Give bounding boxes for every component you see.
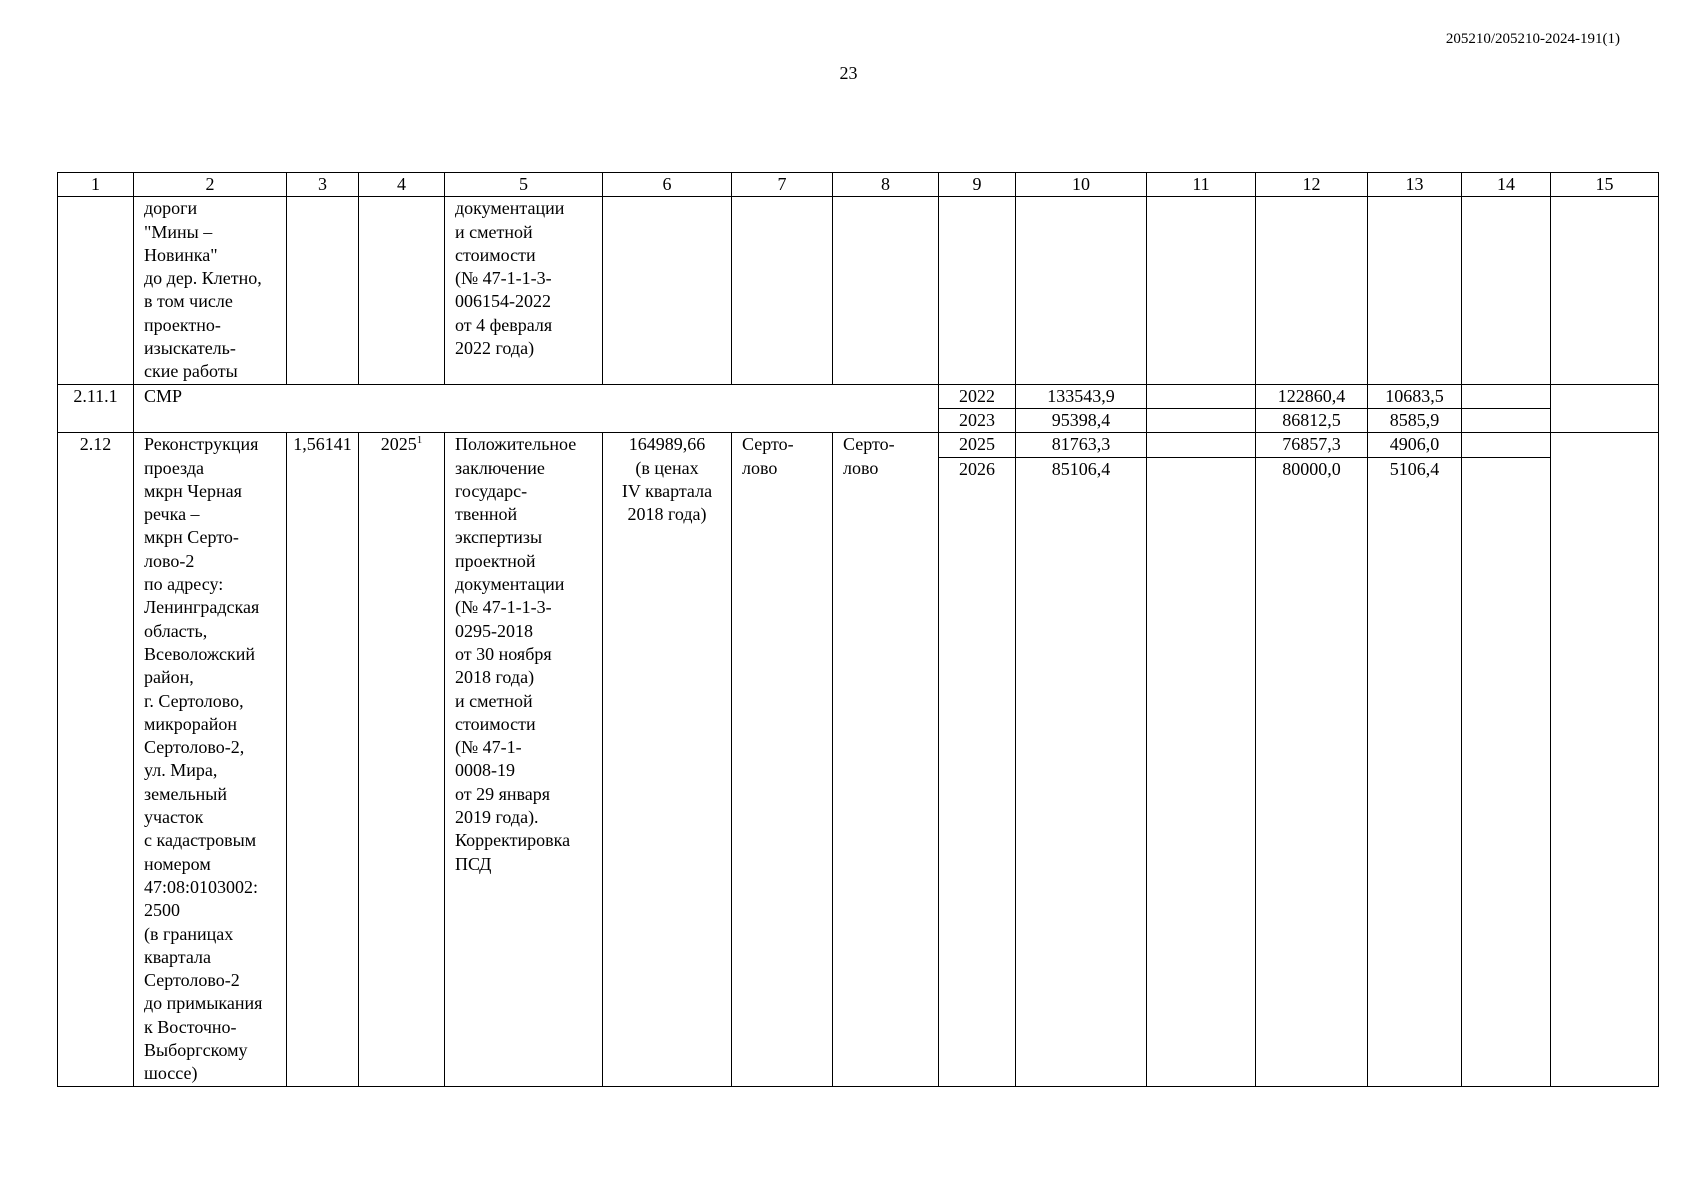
column-header: 9 xyxy=(939,173,1016,197)
table-cell xyxy=(1551,384,1659,433)
amount-cell: 10683,5 xyxy=(1368,384,1462,408)
year-cell: 2025 xyxy=(939,433,1016,457)
amount-cell: 76857,3 xyxy=(1256,433,1368,457)
amount-cell xyxy=(1147,384,1256,408)
year-cell: 2022 xyxy=(939,384,1016,408)
row-number-cell: 2.12 xyxy=(58,433,134,1086)
amount-cell xyxy=(1462,457,1551,1086)
amount-cell xyxy=(1147,408,1256,432)
total-cell: 85106,4 xyxy=(1016,457,1147,1086)
footnote-mark: 1 xyxy=(416,434,423,447)
amount-cell: 86812,5 xyxy=(1256,408,1368,432)
amount-cell: 4906,0 xyxy=(1368,433,1462,457)
column-header: 8 xyxy=(833,173,939,197)
table-row xyxy=(58,197,1659,384)
document-id: 205210/205210-2024-191(1) xyxy=(1445,31,1620,47)
column-header: 12 xyxy=(1256,173,1368,197)
commission-year: 2025 xyxy=(380,434,417,455)
estimated-cost-cell: 164989,66 (в ценах IV квартала 2018 года) xyxy=(603,433,732,1086)
amount-cell xyxy=(1462,384,1551,408)
table-cell xyxy=(1016,197,1147,384)
row-number-cell: 2.11.1 xyxy=(58,384,134,433)
year-cell: 2026 xyxy=(939,457,1016,1086)
total-cell: 81763,3 xyxy=(1016,433,1147,457)
column-header: 2 xyxy=(134,173,287,197)
page-number: 23 xyxy=(839,63,858,83)
column-header: 13 xyxy=(1368,173,1462,197)
amount-cell xyxy=(1462,408,1551,432)
table-cell xyxy=(939,197,1016,384)
table-cell xyxy=(1368,197,1462,384)
table-row xyxy=(58,433,1659,457)
subitem-name-cell: СМР xyxy=(134,384,939,433)
column-header: 5 xyxy=(445,173,603,197)
document-basis-cell: Положительное заключение государс- твенной экспертизы проектной документации (№ 47-1-1-3- 0295-2018 от 30 ноября 2018 года) и сметной стоимости (№ 47-1- 0008-19 от 29 января 2019 года). Корректировка ПСД xyxy=(445,433,603,1086)
capacity-cell: 1,56141 xyxy=(287,433,359,1086)
column-header: 15 xyxy=(1551,173,1659,197)
column-header: 3 xyxy=(287,173,359,197)
amount-cell xyxy=(1147,433,1256,457)
commission-year-cell xyxy=(359,433,445,1086)
column-header: 14 xyxy=(1462,173,1551,197)
column-header: 7 xyxy=(732,173,833,197)
total-cell: 133543,9 xyxy=(1016,384,1147,408)
table-cell xyxy=(1551,433,1659,1086)
table-cell xyxy=(287,197,359,384)
table-cell xyxy=(58,197,134,384)
column-header: 11 xyxy=(1147,173,1256,197)
amount-cell xyxy=(1462,433,1551,457)
object-name-cell: Реконструкция проезда мкрн Черная речка – мкрн Серто- лово-2 по адресу: Ленинградская область, Всеволожский район, г. Сертолово, микрорайон Сертолово-2, ул. Мира, земельный участок с кадастровым номером 47:08:0103002: 2500 (в границах квартала Сертолово-2 до примыкания к Восточно- Выборгскому шоссе) xyxy=(134,433,287,1086)
table-cell xyxy=(1551,197,1659,384)
amount-cell: 5106,4 xyxy=(1368,457,1462,1086)
program-table xyxy=(57,172,1659,1087)
table-cell xyxy=(1256,197,1368,384)
customer-cell: Серто- лово xyxy=(833,433,939,1086)
table-cell xyxy=(1462,197,1551,384)
location-cell: Серто- лово xyxy=(732,433,833,1086)
table-cell xyxy=(1147,197,1256,384)
column-header: 10 xyxy=(1016,173,1147,197)
table-cell xyxy=(732,197,833,384)
table-cell xyxy=(603,197,732,384)
amount-cell: 80000,0 xyxy=(1256,457,1368,1086)
table-cell xyxy=(359,197,445,384)
table-row xyxy=(58,384,1659,408)
amount-cell: 122860,4 xyxy=(1256,384,1368,408)
amount-cell: 8585,9 xyxy=(1368,408,1462,432)
year-cell: 2023 xyxy=(939,408,1016,432)
column-header: 1 xyxy=(58,173,134,197)
amount-cell xyxy=(1147,457,1256,1086)
total-cell: 95398,4 xyxy=(1016,408,1147,432)
column-number-row xyxy=(58,173,1659,197)
object-name-cell: дороги "Мины – Новинка" до дер. Клетно, в том числе проектно- изыскатель- ские работы xyxy=(134,197,287,384)
column-header: 4 xyxy=(359,173,445,197)
column-header: 6 xyxy=(603,173,732,197)
document-basis-cell: документации и сметной стоимости (№ 47-1-1-3- 006154-2022 от 4 февраля 2022 года) xyxy=(445,197,603,384)
table-cell xyxy=(833,197,939,384)
